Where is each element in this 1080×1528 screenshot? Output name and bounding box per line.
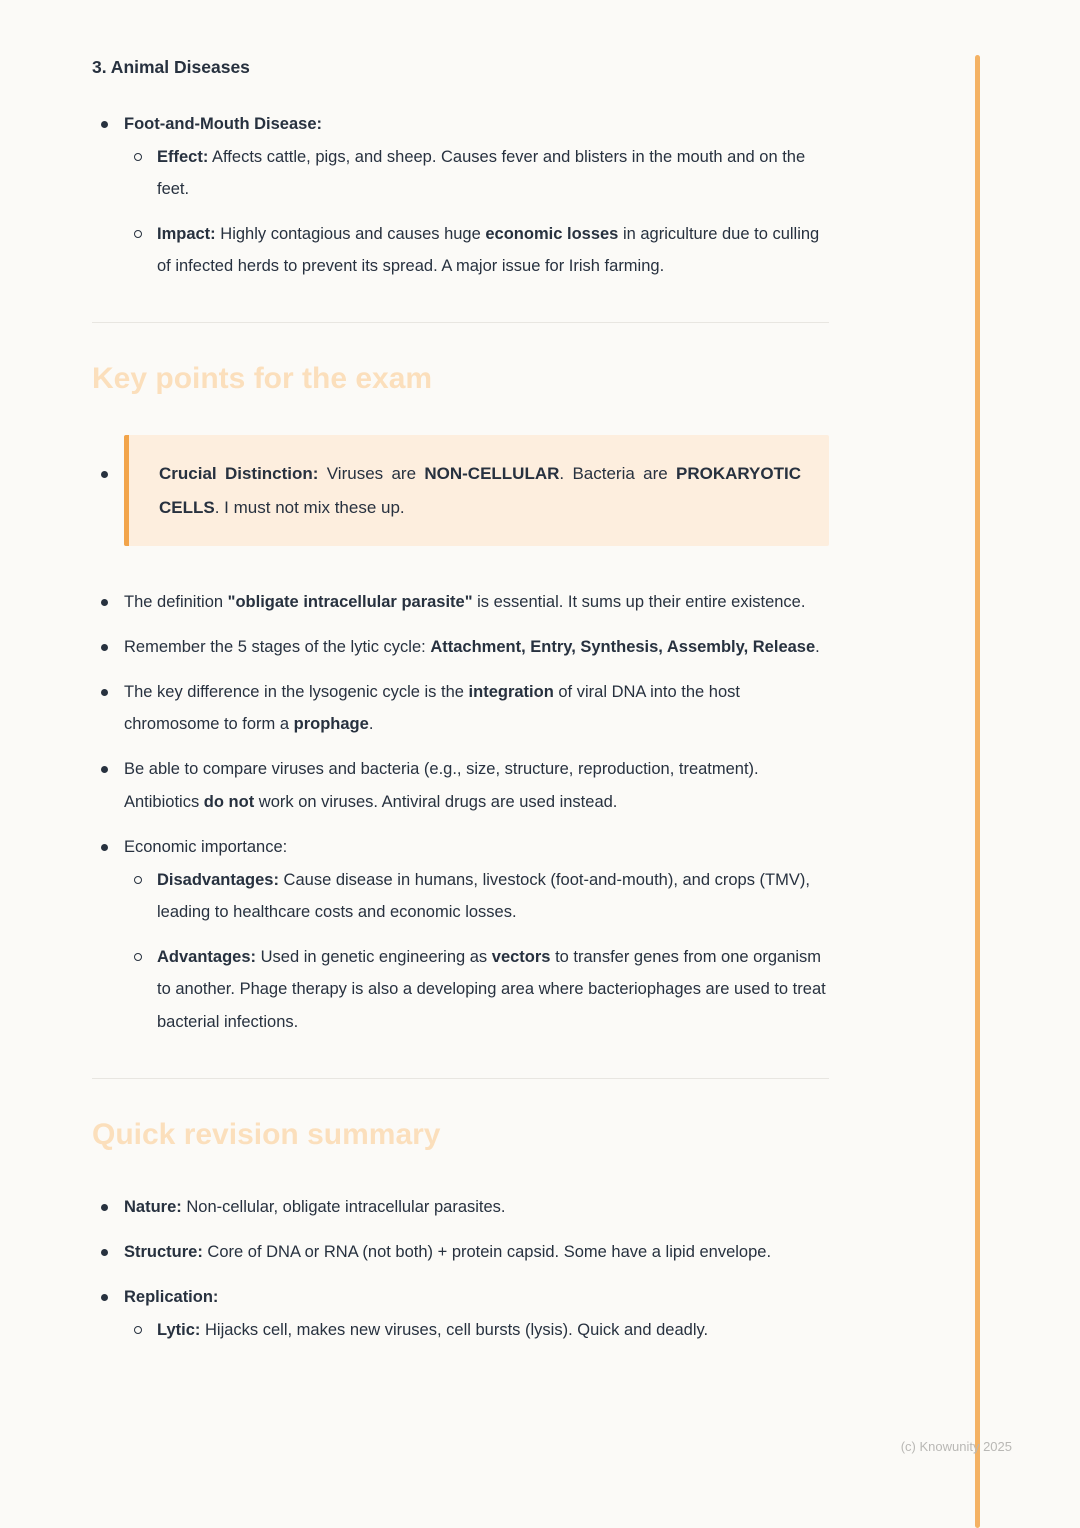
- list-item-text: The definition "obligate intracellular parasite" is essential. It sums up their entire existence.: [124, 592, 806, 611]
- list-item-text: Disadvantages: Cause disease in humans, livestock (foot-and-mouth), and crops (TMV), leading to healthcare costs and economic losses.: [157, 870, 810, 922]
- list-item-replication: [92, 1281, 829, 1313]
- list-item-text: Lytic: Hijacks cell, makes new viruses, cell bursts (lysis). Quick and deadly.: [157, 1321, 709, 1340]
- list-item-text: Remember the 5 stages of the lytic cycle: Attachment, Entry, Synthesis, Assembly, Release.: [124, 637, 820, 656]
- list-item-text: Advantages: Used in genetic engineering as vectors to transfer genes from one organism to another. Phage therapy is also a developing area where bacteriophages are used to treat bacterial infections.: [157, 948, 826, 1031]
- list-item-structure: [92, 1236, 829, 1268]
- page-edge-accent-line: [975, 55, 980, 1528]
- list-item-text: Impact: Highly contagious and causes huge economic losses in agriculture due to culling of infected herds to prevent its spread. A major issue for Irish farming.: [157, 225, 820, 276]
- bullet-icon: [101, 1204, 108, 1211]
- list-item-lysogenic: [92, 676, 829, 740]
- list-item-effect: [125, 141, 829, 205]
- bullet-icon: [101, 599, 108, 606]
- circle-bullet-icon: [134, 1326, 142, 1334]
- section-title-animal-diseases: 3. Animal Diseases: [92, 57, 250, 77]
- list-item-advantages: [125, 941, 829, 1038]
- section-divider: [92, 322, 829, 323]
- list-item-lytic: [125, 1314, 829, 1346]
- bullet-icon: [101, 766, 108, 773]
- list-item-foot-and-mouth: [92, 108, 829, 140]
- circle-bullet-icon: [134, 953, 142, 961]
- list-item-text: Economic importance:: [124, 837, 288, 856]
- list-item-impact: [125, 218, 829, 282]
- callout-text: Crucial Distinction: Viruses are NON-CELLULAR. Bacteria are PROKARYOTIC CELLS. I must not mix these up.: [159, 464, 802, 517]
- bullet-icon: [101, 689, 108, 696]
- list-item-text: The key difference in the lysogenic cycle is the integration of viral DNA into the host chromosome to form a prophage.: [124, 682, 740, 734]
- copyright-watermark: (c) Knowunity 2025: [900, 1439, 1012, 1454]
- section-heading-quick-revision: Quick revision summary: [92, 1117, 441, 1151]
- list-item-text: Effect: Affects cattle, pigs, and sheep. Causes fever and blisters in the mouth and on the feet.: [157, 147, 806, 198]
- list-item-economic-importance: [92, 831, 829, 863]
- bullet-icon: [101, 1249, 108, 1256]
- document-content: [92, 55, 829, 1359]
- bullet-icon: [101, 121, 108, 128]
- circle-bullet-icon: [134, 230, 142, 238]
- list-item-compare: [92, 753, 829, 817]
- list-item-text: Nature: Non-cellular, obligate intracellular parasites.: [124, 1197, 506, 1216]
- list-item-text: Replication:: [124, 1288, 219, 1307]
- callout-box: [124, 435, 829, 545]
- circle-bullet-icon: [134, 153, 142, 161]
- section-divider: [92, 1078, 829, 1079]
- circle-bullet-icon: [134, 876, 142, 884]
- list-item-lytic-stages: [92, 631, 829, 663]
- bullet-icon: [101, 844, 108, 851]
- section-heading-key-points: Key points for the exam: [92, 362, 433, 396]
- bullet-icon: [101, 644, 108, 651]
- bullet-icon: [101, 1294, 108, 1301]
- list-item-nature: [92, 1191, 829, 1223]
- callout-list-item: [92, 435, 829, 545]
- bullet-icon: [101, 471, 108, 478]
- list-item-text: Structure: Core of DNA or RNA (not both) + protein capsid. Some have a lipid envelope.: [124, 1242, 772, 1261]
- list-item-disadvantages: [125, 864, 829, 928]
- list-item-definition: [92, 586, 829, 618]
- list-item-text: Be able to compare viruses and bacteria (e.g., size, structure, reproduction, treatment). Antibiotics do not work on viruses. Antiviral drugs are used instead.: [124, 760, 759, 811]
- list-item-text: Foot-and-Mouth Disease:: [124, 114, 322, 133]
